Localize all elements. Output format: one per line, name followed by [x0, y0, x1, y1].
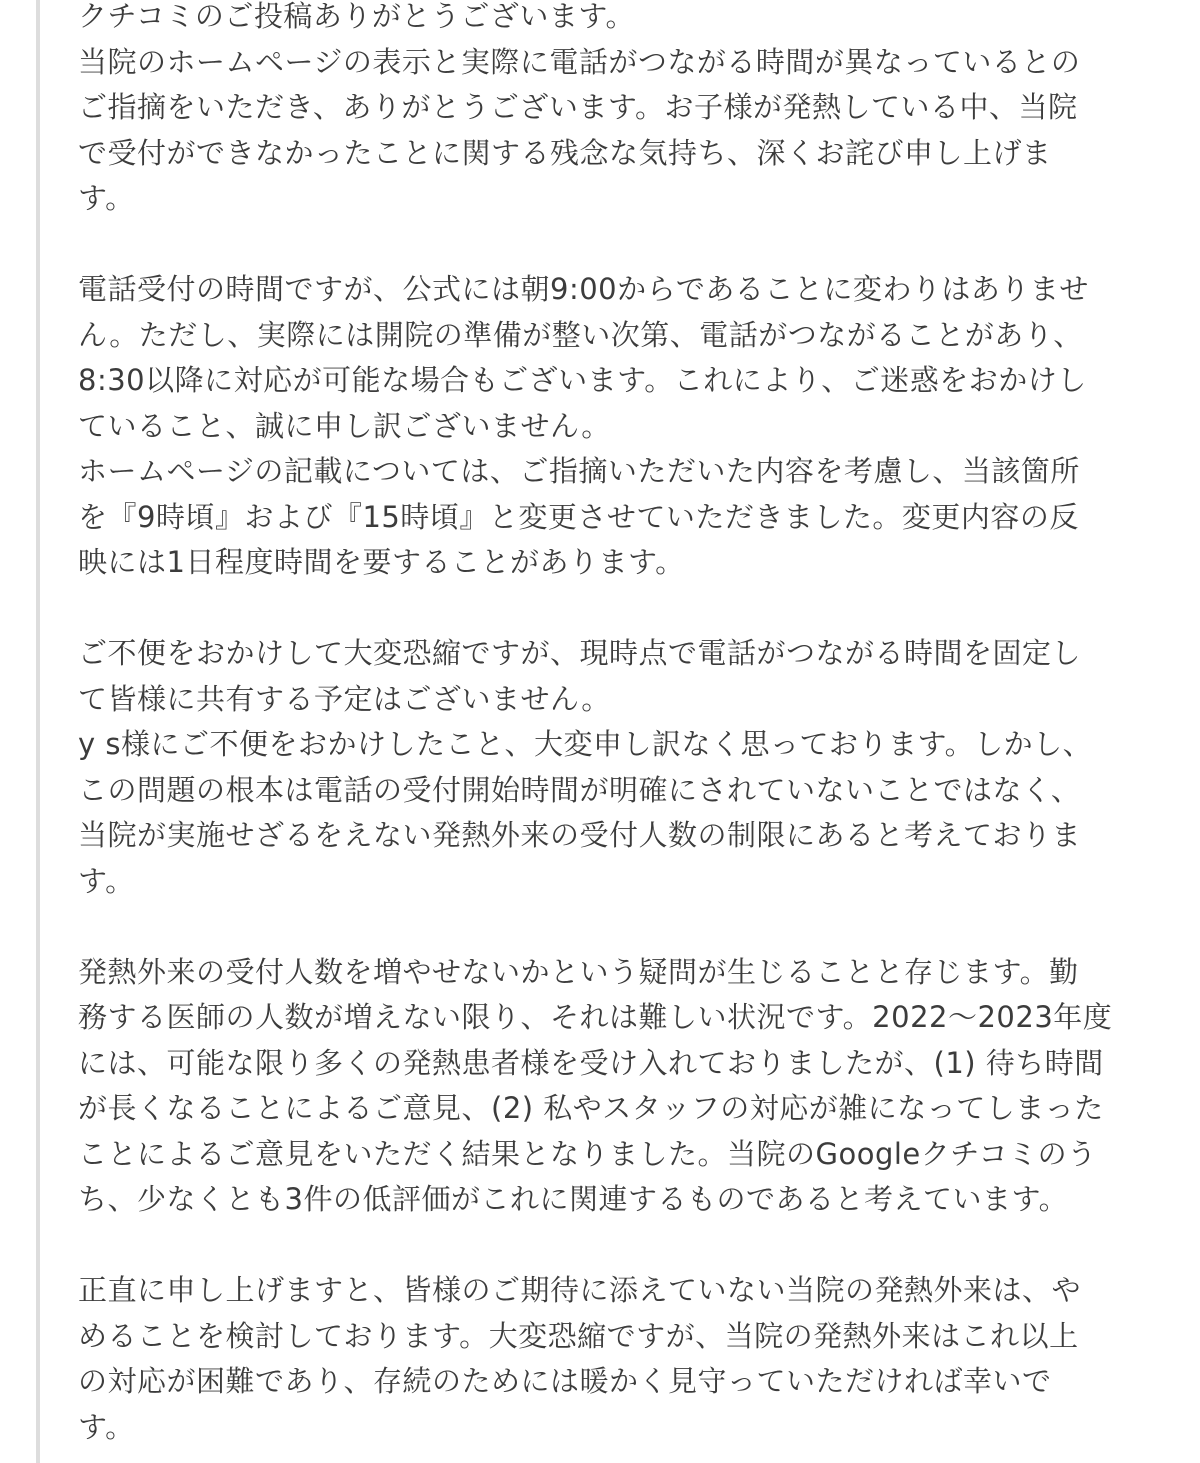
reply-paragraph-3 [78, 631, 1178, 904]
paragraph-gap [78, 904, 1178, 950]
reply-line: ていること、誠に申し訳ございません。 [78, 408, 611, 443]
reply-line: 当院のホームページの表示と実際に電話がつながる時間が異なっているとの [78, 44, 1081, 79]
reply-line: めることを検討しております。大変恐縮ですが、当院の発熱外来はこれ以上 [78, 1318, 1079, 1353]
reply-line: す。 [78, 863, 135, 898]
reply-line: ご不便をおかけして大変恐縮ですが、現時点で電話がつながる時間を固定し [78, 636, 1082, 670]
reply-line: ことによるご意見をいただく結果となりました。当院のGoogleクチコミのう [78, 1136, 1097, 1171]
reply-line: ん。ただし、実際には開院の準備が整い次第、電話がつながることがあり、 [78, 317, 1083, 352]
reply-line: 電話受付の時間ですが、公式には朝9:00からであることに変わりはありませ [78, 272, 1089, 306]
reply-line: には、可能な限り多くの発熱患者様を受け入れておりましたが、(1) 待ち時間 [78, 1045, 1104, 1080]
reply-thread-rule [36, 0, 40, 1463]
reply-line: が長くなることによるご意見、(2) 私やスタッフの対応が雑になってしまった [78, 1091, 1104, 1125]
reply-line: 務する医師の人数が増えない限り、それは難しい状況です。2022〜2023年度 [78, 1000, 1113, 1034]
reply-line: 正直に申し上げますと、皆様のご期待に添えていない当院の発熱外来は、や [78, 1273, 1082, 1307]
reply-line: 8:30以降に対応が可能な場合もございます。これにより、ご迷惑をおかけし [78, 363, 1087, 397]
reply-line: この問題の根本は電話の受付開始時間が明確にされていないことではなく、 [78, 772, 1081, 807]
reply-line: y s様にご不便をおかけしたこと、大変申し訳なく思っております。しかし、 [78, 727, 1093, 761]
reply-line: の対応が困難であり、存続のためには暖かく見守っていただければ幸いで [78, 1364, 1052, 1398]
reply-line: で受付ができなかったことに関する残念な気持ち、深くお詫び申し上げま [78, 135, 1052, 170]
reply-line: す。 [78, 181, 135, 215]
reply-paragraph-1 [78, 0, 1178, 222]
reply-line: クチコミのご投稿ありがとうございます。 [78, 0, 636, 33]
paragraph-gap [78, 222, 1178, 268]
reply-line: 当院が実施せざるをえない発熱外来の受付人数の制限にあると考えておりま [78, 818, 1082, 852]
reply-line: 映には1日程度時間を要することがあります。 [78, 545, 685, 579]
owner-reply-text [78, 0, 1178, 1450]
reply-line: ご指摘をいただき、ありがとうございます。お子様が発熱している中、当院 [78, 90, 1078, 124]
reply-paragraph-4 [78, 950, 1178, 1223]
reply-line: 発熱外来の受付人数を増やせないかという疑問が生じることと存じます。勤 [78, 954, 1079, 989]
reply-line: ち、少なくとも3件の低評価がこれに関連するものであると考えています。 [78, 1182, 1069, 1216]
reply-paragraph-2 [78, 267, 1178, 586]
reply-line: ホームページの記載については、ご指摘いただいた内容を考慮し、当該箇所 [78, 454, 1080, 488]
paragraph-gap [78, 586, 1178, 632]
paragraph-gap [78, 1223, 1178, 1269]
reply-line: を『9時頃』および『15時頃』と変更させていただきました。変更内容の反 [78, 499, 1079, 534]
reply-line: て皆様に共有する予定はございません。 [78, 681, 611, 716]
reply-paragraph-5 [78, 1268, 1178, 1450]
reply-line: す。 [78, 1409, 135, 1444]
